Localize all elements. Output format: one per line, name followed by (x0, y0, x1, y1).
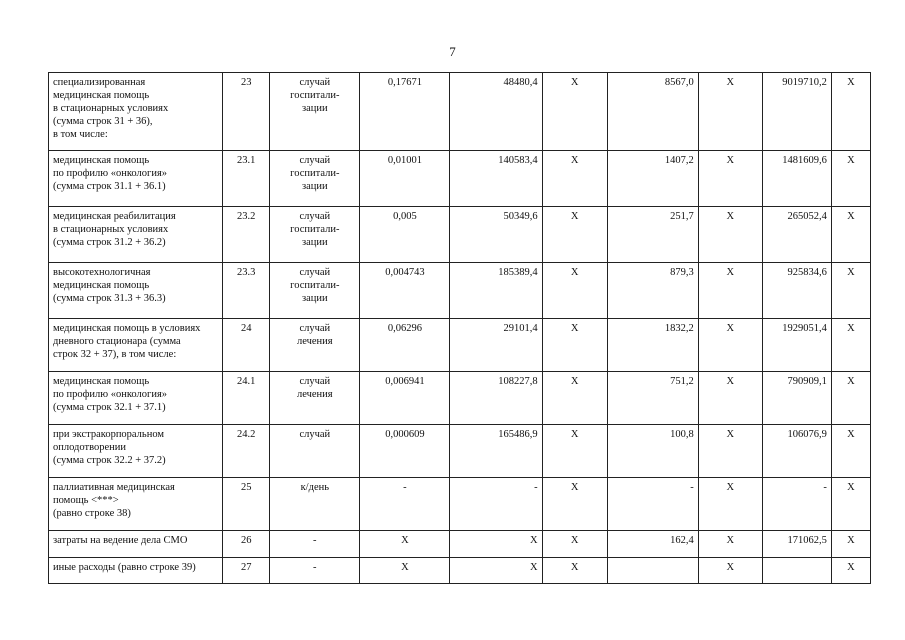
value-cell: 50349,6 (450, 207, 542, 263)
table-row (49, 425, 871, 478)
value-cell: 0,005 (360, 207, 450, 263)
value-cell: Х (831, 478, 870, 531)
value-cell: 251,7 (607, 207, 698, 263)
value-cell: 925834,6 (762, 263, 831, 319)
row-name-cell: специализированная медицинская помощь в стационарных условиях (сумма строк 31 + 36), в том числе: (49, 73, 223, 151)
row-name-cell: медицинская реабилитация в стационарных условиях (сумма строк 31.2 + 36.2) (49, 207, 223, 263)
value-cell: 100,8 (607, 425, 698, 478)
value-cell: 0,004743 (360, 263, 450, 319)
value-cell: Х (542, 531, 607, 558)
unit-cell: случай (270, 425, 360, 478)
value-cell: Х (698, 425, 762, 478)
line-number-cell: 27 (223, 558, 270, 584)
value-cell: 1407,2 (607, 151, 698, 207)
line-number-cell: 25 (223, 478, 270, 531)
value-cell: Х (542, 372, 607, 425)
value-cell: 48480,4 (450, 73, 542, 151)
row-name-cell: медицинская помощь по профилю «онкология» (сумма строк 31.1 + 36.1) (49, 151, 223, 207)
row-name-cell: высокотехнологичная медицинская помощь (сумма строк 31.3 + 36.3) (49, 263, 223, 319)
value-cell: 0,000609 (360, 425, 450, 478)
data-table (48, 72, 871, 584)
value-cell: 751,2 (607, 372, 698, 425)
table-row (49, 151, 871, 207)
line-number-cell: 23.1 (223, 151, 270, 207)
value-cell: - (762, 478, 831, 531)
table-row (49, 263, 871, 319)
table-row (49, 558, 871, 584)
value-cell: Х (831, 425, 870, 478)
value-cell: 106076,9 (762, 425, 831, 478)
value-cell: Х (831, 558, 870, 584)
table-row (49, 319, 871, 372)
value-cell: Х (831, 372, 870, 425)
row-name-cell: затраты на ведение дела СМО (49, 531, 223, 558)
value-cell: 265052,4 (762, 207, 831, 263)
value-cell: Х (542, 425, 607, 478)
value-cell: 0,01001 (360, 151, 450, 207)
value-cell: 9019710,2 (762, 73, 831, 151)
value-cell: - (607, 478, 698, 531)
value-cell: Х (450, 558, 542, 584)
value-cell: 0,17671 (360, 73, 450, 151)
value-cell: 8567,0 (607, 73, 698, 151)
unit-cell: случай госпитали- зации (270, 151, 360, 207)
value-cell: 0,006941 (360, 372, 450, 425)
line-number-cell: 24 (223, 319, 270, 372)
value-cell: 108227,8 (450, 372, 542, 425)
value-cell: Х (542, 478, 607, 531)
value-cell: Х (698, 558, 762, 584)
value-cell: Х (831, 319, 870, 372)
unit-cell: случай госпитали- зации (270, 207, 360, 263)
line-number-cell: 26 (223, 531, 270, 558)
table-row (49, 73, 871, 151)
value-cell: 29101,4 (450, 319, 542, 372)
value-cell: 162,4 (607, 531, 698, 558)
unit-cell: - (270, 531, 360, 558)
value-cell: Х (831, 207, 870, 263)
value-cell: 1481609,6 (762, 151, 831, 207)
page-number: 7 (449, 44, 456, 59)
value-cell: Х (542, 558, 607, 584)
value-cell: 0,06296 (360, 319, 450, 372)
unit-cell: случай госпитали- зации (270, 263, 360, 319)
unit-cell: к/день (270, 478, 360, 531)
table-row (49, 372, 871, 425)
line-number-cell: 24.2 (223, 425, 270, 478)
value-cell: 790909,1 (762, 372, 831, 425)
value-cell: Х (542, 263, 607, 319)
line-number-cell: 23.3 (223, 263, 270, 319)
value-cell: Х (831, 531, 870, 558)
row-name-cell: иные расходы (равно строке 39) (49, 558, 223, 584)
value-cell: Х (831, 263, 870, 319)
value-cell: Х (698, 263, 762, 319)
value-cell: Х (360, 531, 450, 558)
value-cell: Х (360, 558, 450, 584)
value-cell: Х (698, 151, 762, 207)
value-cell (607, 558, 698, 584)
value-cell: Х (698, 73, 762, 151)
value-cell: Х (831, 151, 870, 207)
value-cell: Х (542, 207, 607, 263)
table-row (49, 531, 871, 558)
row-name-cell: медицинская помощь в условиях дневного стационара (сумма строк 32 + 37), в том числе: (49, 319, 223, 372)
value-cell (762, 558, 831, 584)
value-cell: 165486,9 (450, 425, 542, 478)
value-cell: Х (698, 531, 762, 558)
value-cell: 185389,4 (450, 263, 542, 319)
value-cell: - (360, 478, 450, 531)
value-cell: - (450, 478, 542, 531)
value-cell: 1832,2 (607, 319, 698, 372)
value-cell: Х (542, 73, 607, 151)
unit-cell: случай лечения (270, 372, 360, 425)
table-row (49, 478, 871, 531)
unit-cell: - (270, 558, 360, 584)
table-row (49, 207, 871, 263)
value-cell: Х (831, 73, 870, 151)
value-cell: Х (698, 319, 762, 372)
row-name-cell: медицинская помощь по профилю «онкология» (сумма строк 32.1 + 37.1) (49, 372, 223, 425)
value-cell: Х (542, 319, 607, 372)
row-name-cell: при экстракорпоральном оплодотворении (сумма строк 32.2 + 37.2) (49, 425, 223, 478)
value-cell: 879,3 (607, 263, 698, 319)
line-number-cell: 23 (223, 73, 270, 151)
row-name-cell: паллиативная медицинская помощь <***> (равно строке 38) (49, 478, 223, 531)
value-cell: 171062,5 (762, 531, 831, 558)
value-cell: 140583,4 (450, 151, 542, 207)
line-number-cell: 24.1 (223, 372, 270, 425)
unit-cell: случай лечения (270, 319, 360, 372)
value-cell: Х (450, 531, 542, 558)
value-cell: Х (698, 478, 762, 531)
value-cell: Х (698, 372, 762, 425)
value-cell: Х (698, 207, 762, 263)
value-cell: Х (542, 151, 607, 207)
line-number-cell: 23.2 (223, 207, 270, 263)
value-cell: 1929051,4 (762, 319, 831, 372)
unit-cell: случай госпитали- зации (270, 73, 360, 151)
